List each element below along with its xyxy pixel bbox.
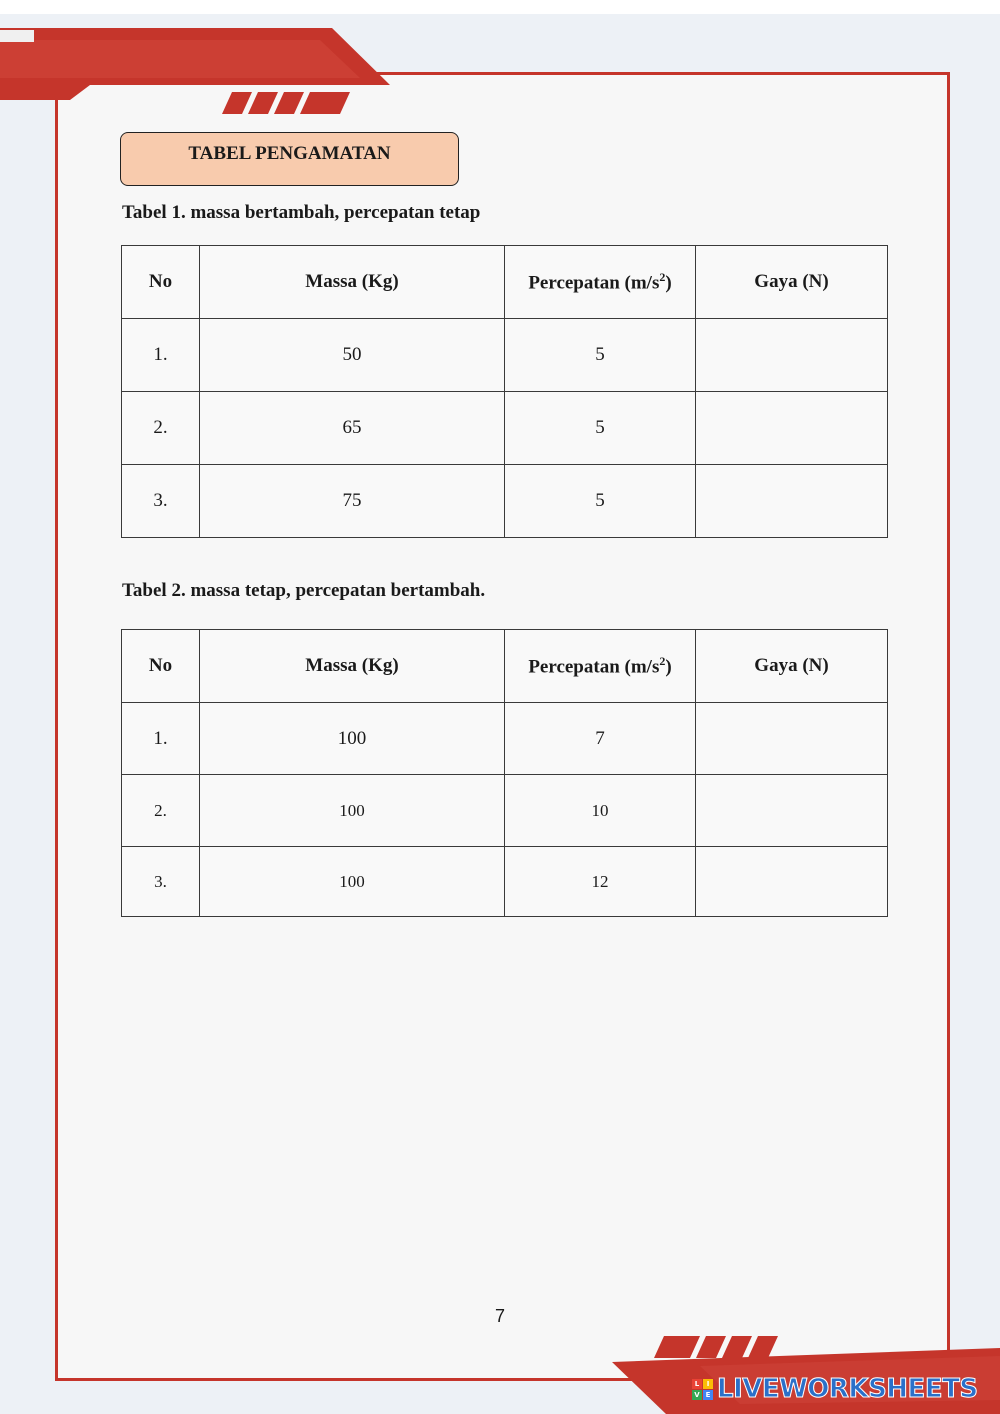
table-row: [122, 847, 888, 917]
cell-accel: 12: [505, 847, 696, 917]
cell-mass: 100: [200, 775, 505, 847]
cell-force-input[interactable]: [696, 775, 888, 847]
top-stripe-2: [248, 92, 278, 114]
table1-header-row: [122, 246, 888, 319]
table2-header-force: Gaya (N): [696, 630, 888, 703]
table1-header-force: Gaya (N): [696, 246, 888, 319]
table-row: [122, 703, 888, 775]
table1-header-no: No: [122, 246, 200, 319]
accel-label: Percepatan (m/s: [528, 656, 660, 678]
table-row: [122, 392, 888, 465]
logo-mark-icon: [692, 1379, 713, 1400]
cell-force-input[interactable]: [696, 392, 888, 465]
cell-mass: 100: [200, 847, 505, 917]
logo-letter-i: I: [703, 1379, 713, 1389]
table2-header-accel: [505, 630, 696, 703]
table1-observation: [121, 245, 888, 538]
cell-mass: 75: [200, 465, 505, 538]
liveworksheets-logo[interactable]: [692, 1374, 978, 1404]
table1-caption: Tabel 1. massa bertambah, percepatan tetap: [122, 202, 481, 223]
cell-no: 1.: [122, 703, 200, 775]
cell-no: 2.: [122, 392, 200, 465]
table2-header-row: [122, 630, 888, 703]
cell-force-input[interactable]: [696, 847, 888, 917]
cell-accel: 7: [505, 703, 696, 775]
cell-mass: 100: [200, 703, 505, 775]
table2-header-mass: Massa (Kg): [200, 630, 505, 703]
page-title: TABEL PENGAMATAN: [120, 132, 459, 186]
cell-mass: 65: [200, 392, 505, 465]
accel-label-close: ): [665, 656, 672, 678]
cell-accel: 5: [505, 392, 696, 465]
cell-accel: 5: [505, 465, 696, 538]
cell-no: 2.: [122, 775, 200, 847]
accel-exponent: 2: [659, 653, 666, 668]
top-stripe-3: [274, 92, 304, 114]
bottom-stripe-2: [696, 1336, 726, 1358]
top-banner-highlight: [0, 40, 360, 78]
cell-no: 3.: [122, 847, 200, 917]
accel-exponent: 2: [659, 269, 666, 284]
bottom-stripe-4: [748, 1336, 778, 1358]
table-row: [122, 319, 888, 392]
cell-force-input[interactable]: [696, 319, 888, 392]
accel-label-close: ): [665, 272, 672, 294]
table2-observation: [121, 629, 888, 917]
logo-letter-e: E: [703, 1390, 713, 1400]
logo-text: LIVEWORKSHEETS: [717, 1374, 978, 1404]
cell-no: 1.: [122, 319, 200, 392]
bottom-stripe-3: [722, 1336, 752, 1358]
cell-mass: 50: [200, 319, 505, 392]
logo-letter-l: L: [692, 1379, 702, 1389]
cell-no: 3.: [122, 465, 200, 538]
table-row: [122, 775, 888, 847]
cell-force-input[interactable]: [696, 465, 888, 538]
accel-label: Percepatan (m/s: [528, 272, 660, 294]
table-row: [122, 465, 888, 538]
top-banner-tab: [0, 30, 34, 42]
table2-caption: Tabel 2. massa tetap, percepatan bertambah.: [122, 580, 486, 601]
cell-accel: 5: [505, 319, 696, 392]
bottom-stripe-1: [654, 1336, 700, 1358]
cell-accel: 10: [505, 775, 696, 847]
top-stripe-1: [222, 92, 252, 114]
page-number: 7: [494, 1306, 505, 1326]
logo-letter-v: V: [692, 1390, 702, 1400]
table1-header-mass: Massa (Kg): [200, 246, 505, 319]
cell-force-input[interactable]: [696, 703, 888, 775]
table1-header-accel: [505, 246, 696, 319]
table2-header-no: No: [122, 630, 200, 703]
top-stripe-4: [300, 92, 350, 114]
